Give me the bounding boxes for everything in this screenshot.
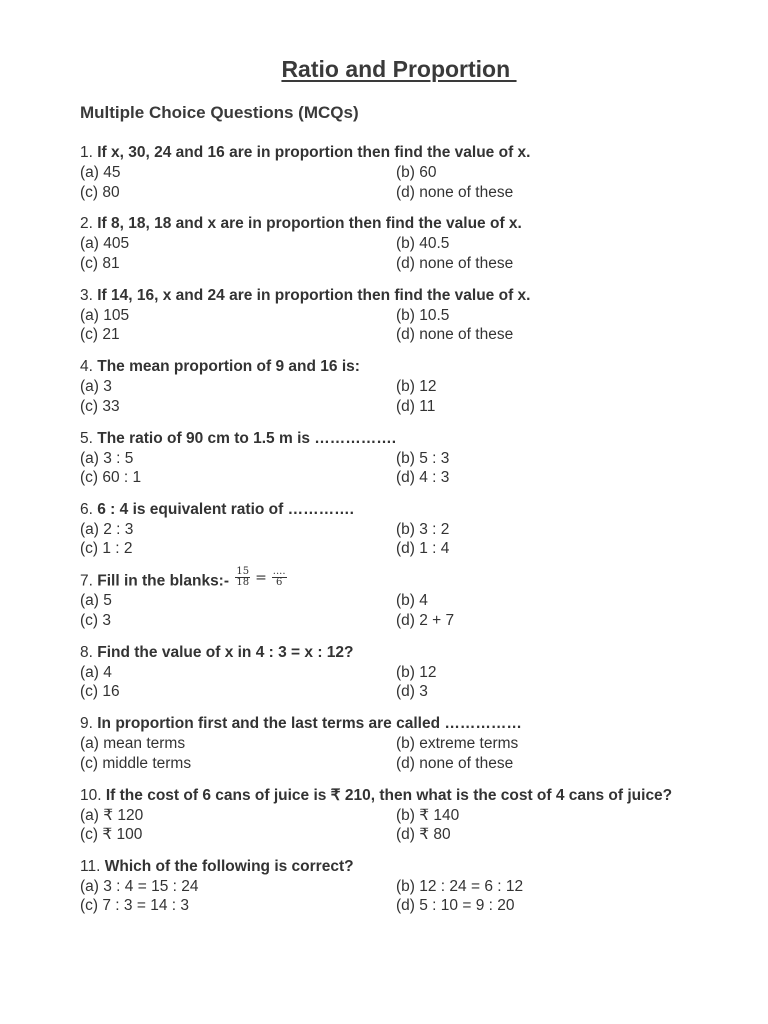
option-b: (b) 4 <box>396 592 428 610</box>
question-text: Find the value of x in 4 : 3 = x : 12? <box>97 643 354 661</box>
question-text: 6 : 4 is equivalent ratio of …………. <box>97 500 354 518</box>
option-d: (d) ₹ 80 <box>396 826 451 844</box>
question-number: 6. <box>80 500 93 518</box>
fraction-denominator: 18 <box>236 577 250 589</box>
option-c: (c) 7 : 3 = 14 : 3 <box>80 897 189 915</box>
question-number: 11. <box>80 857 101 875</box>
question-text: The ratio of 90 cm to 1.5 m is ……………. <box>97 429 397 447</box>
option-a: (a) 3 <box>80 378 112 396</box>
option-b: (b) 12 : 24 = 6 : 12 <box>396 877 524 895</box>
question-text: Which of the following is correct? <box>104 857 354 875</box>
question-2 <box>80 214 740 285</box>
option-c: (c) 81 <box>80 254 120 272</box>
fraction-right <box>272 567 287 588</box>
question-number: 2. <box>80 215 93 233</box>
question-7 <box>80 566 740 642</box>
option-d: (d) none of these <box>396 254 514 272</box>
option-a: (a) 2 : 3 <box>80 520 134 538</box>
question-number: 10. <box>80 786 102 804</box>
question-text: In proportion first and the last terms are called …………… <box>97 715 522 733</box>
option-c: (c) middle terms <box>80 754 192 772</box>
option-b: (b) 40.5 <box>396 235 450 253</box>
fraction-left <box>235 567 250 588</box>
option-d: (d) none of these <box>396 754 514 772</box>
option-d: (d) 2 + 7 <box>396 611 455 629</box>
option-d: (d) 3 <box>396 683 428 701</box>
option-b: (b) 12 <box>396 663 437 681</box>
option-b: (b) 60 <box>396 164 437 181</box>
question-number: 7. <box>80 572 93 590</box>
option-c: (c) 80 <box>80 183 120 201</box>
question-9 <box>80 714 740 785</box>
option-a: (a) 3 : 5 <box>80 449 134 467</box>
option-a: (a) mean terms <box>80 735 186 753</box>
option-b: (b) 12 <box>396 378 437 396</box>
page-title: Ratio and Proportion <box>281 56 517 82</box>
option-a: (a) 45 <box>80 164 121 181</box>
question-10 <box>80 786 740 857</box>
option-a: (a) 4 <box>80 663 112 681</box>
option-b: (b) 5 : 3 <box>396 449 450 467</box>
question-text: If the cost of 6 cans of juice is ₹ 210, then what is the cost of 4 cans of juice? <box>105 786 673 804</box>
question-text: If x, 30, 24 and 16 are in proportion then find the value of x. <box>97 144 531 161</box>
question-number: 1. <box>80 144 93 161</box>
section-subtitle: Multiple Choice Questions (MCQs) <box>80 103 359 122</box>
question-text: If 14, 16, x and 24 are in proportion then find the value of x. <box>97 286 531 304</box>
fraction-denominator: 6 <box>275 577 283 589</box>
option-d: (d) 1 : 4 <box>396 540 450 558</box>
option-a: (a) 5 <box>80 592 112 610</box>
option-a: (a) 3 : 4 = 15 : 24 <box>80 877 199 895</box>
question-1 <box>80 143 740 214</box>
option-d: (d) 11 <box>396 397 436 415</box>
option-c: (c) 3 <box>80 611 111 629</box>
option-c: (c) 21 <box>80 326 120 344</box>
option-c: (c) 33 <box>80 397 120 415</box>
question-4 <box>80 357 740 428</box>
question-6 <box>80 500 740 571</box>
question-number: 9. <box>80 715 93 733</box>
option-a: (a) 405 <box>80 235 130 253</box>
option-c: (c) 60 : 1 <box>80 469 142 487</box>
option-c: (c) 1 : 2 <box>80 540 133 558</box>
option-b: (b) ₹ 140 <box>396 806 460 824</box>
option-d: (d) none of these <box>396 183 514 201</box>
option-d: (d) 4 : 3 <box>396 469 450 487</box>
question-11 <box>80 857 740 928</box>
question-5 <box>80 429 740 500</box>
option-b: (b) extreme terms <box>396 735 519 753</box>
option-a: (a) 105 <box>80 306 130 324</box>
equals-sign: = <box>255 569 267 586</box>
question-text: The mean proportion of 9 and 16 is: <box>97 358 360 376</box>
question-number: 4. <box>80 358 93 376</box>
option-a: (a) ₹ 120 <box>80 806 144 824</box>
question-8 <box>80 643 740 714</box>
fraction-numerator: 15 <box>236 566 250 578</box>
question-number: 8. <box>80 643 93 661</box>
question-3 <box>80 286 740 357</box>
question-number: 3. <box>80 286 93 304</box>
fraction-numerator: .... <box>272 566 286 578</box>
option-b: (b) 3 : 2 <box>396 520 450 538</box>
option-d: (d) 5 : 10 = 9 : 20 <box>396 897 515 915</box>
question-text: If 8, 18, 18 and x are in proportion then find the value of x. <box>97 215 522 233</box>
option-b: (b) 10.5 <box>396 306 450 324</box>
option-d: (d) none of these <box>396 326 514 344</box>
option-c: (c) ₹ 100 <box>80 826 143 844</box>
question-number: 5. <box>80 429 93 447</box>
question-list <box>80 143 740 928</box>
option-c: (c) 16 <box>80 683 120 701</box>
question-text: Fill in the blanks:- <box>97 572 230 590</box>
